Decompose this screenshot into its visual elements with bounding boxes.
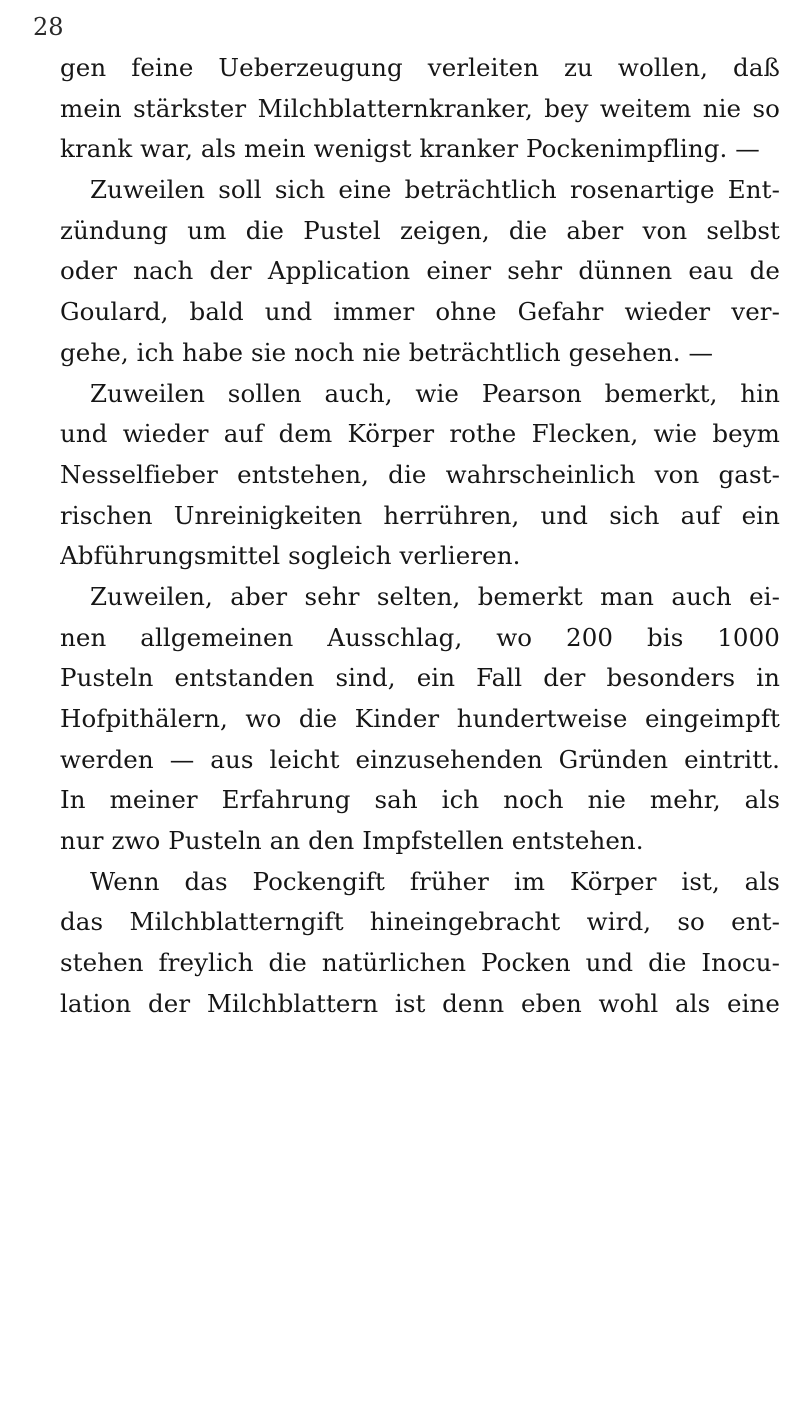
body-text <box>60 48 780 1025</box>
text-line: das Milchblatterngift hineingebracht wird, so ent- <box>60 907 780 937</box>
text-line: Hofpithälern, wo die Kinder hundertweise eingeimpft <box>60 704 780 733</box>
text-line: mein stärkster Milchblatternkranker, bey weitem nie so <box>60 93 780 123</box>
text-line: nen allgemeinen Ausschlag, wo 200 bis 1000 <box>60 622 780 652</box>
text-line: oder nach der Application einer sehr dünnen eau de <box>60 256 780 286</box>
text-line: gen feine Ueberzeugung verleiten zu wollen, daß <box>60 53 780 82</box>
text-line: Nesselfieber entstehen, die wahrscheinlich von gast- <box>60 459 780 489</box>
text-line: Goulard, bald und immer ohne Gefahr wieder ver- <box>60 297 780 327</box>
page-number: 28 <box>33 13 64 41</box>
text-line: Zuweilen sollen auch, wie Pearson bemerkt, hin <box>90 378 780 408</box>
text-line: lation der Milchblattern ist denn eben wohl als eine <box>60 988 780 1018</box>
text-line: rischen Unreinigkeiten herrühren, und sich auf ein <box>60 500 780 530</box>
text-line: Wenn das Pockengift früher im Körper ist, als <box>90 866 780 896</box>
text-line: In meiner Erfahrung sah ich noch nie mehr, als <box>60 785 780 815</box>
text-line: krank war, als mein wenigst kranker Pockenimpfling. — <box>60 134 760 164</box>
text-line: gehe, ich habe sie noch nie beträchtlich gesehen. — <box>60 337 714 367</box>
text-line: Zuweilen soll sich eine beträchtlich rosenartige Ent- <box>90 175 780 205</box>
text-line: und wieder auf dem Körper rothe Flecken, wie beym <box>60 419 780 449</box>
text-line: stehen freylich die natürlichen Pocken und die Inocu- <box>60 948 780 978</box>
text-line: nur zwo Pusteln an den Impfstellen entstehen. <box>60 826 644 856</box>
text-line: Abführungsmittel sogleich verlieren. <box>60 541 521 571</box>
text-line: zündung um die Pustel zeigen, die aber von selbst <box>60 215 780 245</box>
text-line: Zuweilen, aber sehr selten, bemerkt man auch ei- <box>90 581 780 611</box>
text-line: Pusteln entstanden sind, ein Fall der besonders in <box>60 663 780 693</box>
text-line: werden — aus leicht einzusehenden Gründen eintritt. <box>60 744 780 774</box>
